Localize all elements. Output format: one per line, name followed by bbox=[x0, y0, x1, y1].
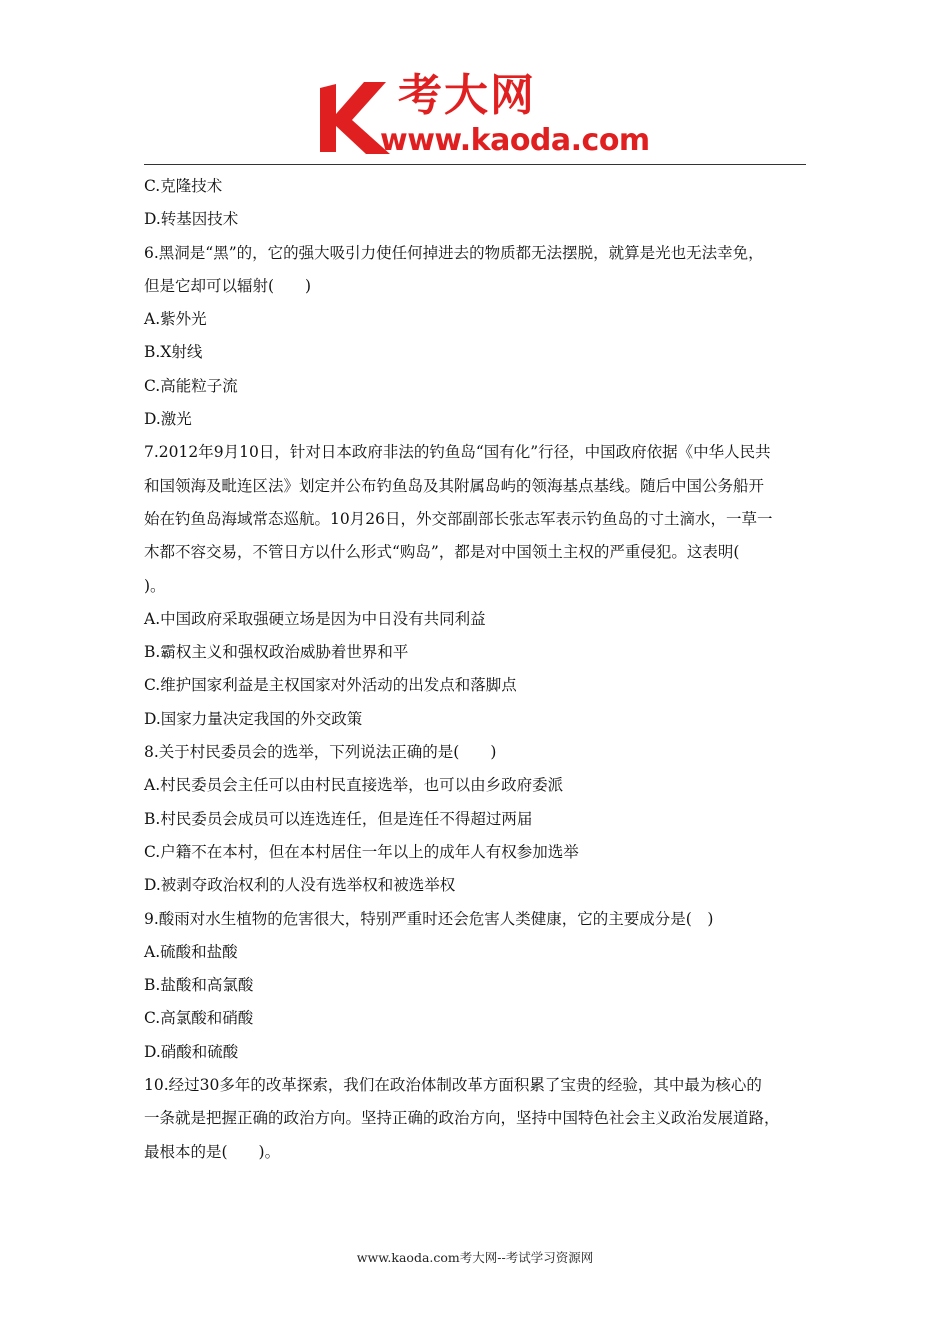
answer-option: C.高氯酸和硝酸 bbox=[144, 1009, 254, 1028]
answer-option: A.紫外光 bbox=[144, 310, 207, 329]
text-line: D.转基因技术 bbox=[144, 210, 239, 229]
answer-option: D.被剥夺政治权利的人没有选举权和被选举权 bbox=[144, 876, 456, 895]
answer-option: B.盐酸和高氯酸 bbox=[144, 976, 254, 995]
answer-option: B.霸权主义和强权政治威胁着世界和平 bbox=[144, 643, 409, 662]
question-text: 最根本的是( )。 bbox=[144, 1142, 281, 1161]
question-text: 但是它却可以辐射( ) bbox=[144, 276, 312, 295]
question-text: 9.酸雨对水生植物的危害很大，特别严重时还会危害人类健康，它的主要成分是( ) bbox=[144, 909, 714, 928]
logo-chinese-name: 考大网 bbox=[398, 70, 536, 121]
question-text: 6.黑洞是“黑”的，它的强大吸引力使任何掉进去的物质都无法摆脱，就算是光也无法幸免， bbox=[144, 243, 764, 262]
answer-option: C.维护国家利益是主权国家对外活动的出发点和落脚点 bbox=[144, 676, 517, 695]
document-body bbox=[144, 170, 824, 1169]
logo-url: www.kaoda.com bbox=[380, 123, 650, 158]
text-line: C.克隆技术 bbox=[144, 177, 223, 195]
answer-option: A.硫酸和盐酸 bbox=[144, 942, 238, 961]
header-divider bbox=[144, 164, 806, 165]
answer-option: C.户籍不在本村，但在本村居住一年以上的成年人有权参加选举 bbox=[144, 842, 579, 861]
answer-option: C.高能粒子流 bbox=[144, 376, 238, 395]
answer-option: D.激光 bbox=[144, 410, 192, 429]
answer-option: A.中国政府采取强硬立场是因为中日没有共同利益 bbox=[144, 609, 486, 628]
answer-option: B.村民委员会成员可以连选连任，但是连任不得超过两届 bbox=[144, 809, 533, 828]
question-text: )。 bbox=[144, 576, 166, 595]
answer-option: A.村民委员会主任可以由村民直接选举，也可以由乡政府委派 bbox=[144, 776, 564, 795]
question-text: 一条就是把握正确的政治方向。坚持正确的政治方向，坚持中国特色社会主义政治发展道路， bbox=[144, 1109, 780, 1128]
answer-option: D.硝酸和硫酸 bbox=[144, 1042, 239, 1061]
question-text: 始在钓鱼岛海域常态巡航。10月26日，外交部副部长张志军表示钓鱼岛的寸土滴水，一草一 bbox=[144, 509, 773, 528]
answer-option: D.国家力量决定我国的外交政策 bbox=[144, 709, 363, 728]
page-footer: www.kaoda.com考大网--考试学习资源网 bbox=[356, 1250, 594, 1265]
question-text: 10.经过30多年的改革探索，我们在政治体制改革方面积累了宝贵的经验，其中最为核心的 bbox=[144, 1076, 762, 1095]
question-text: 和国领海及毗连区法》划定并公布钓鱼岛及其附属岛屿的领海基点基线。随后中国公务船开 bbox=[144, 476, 765, 495]
kaoda-logo bbox=[318, 70, 650, 160]
question-text: 7.2012年9月10日，针对日本政府非法的钓鱼岛“国有化”行径，中国政府依据《中华人民共 bbox=[144, 443, 771, 462]
question-text: 木都不容交易，不管日方以什么形式“购岛”，都是对中国领土主权的严重侵犯。这表明( bbox=[144, 543, 740, 562]
answer-option: B.X射线 bbox=[144, 343, 203, 362]
question-text: 8.关于村民委员会的选举，下列说法正确的是( ) bbox=[144, 743, 497, 762]
